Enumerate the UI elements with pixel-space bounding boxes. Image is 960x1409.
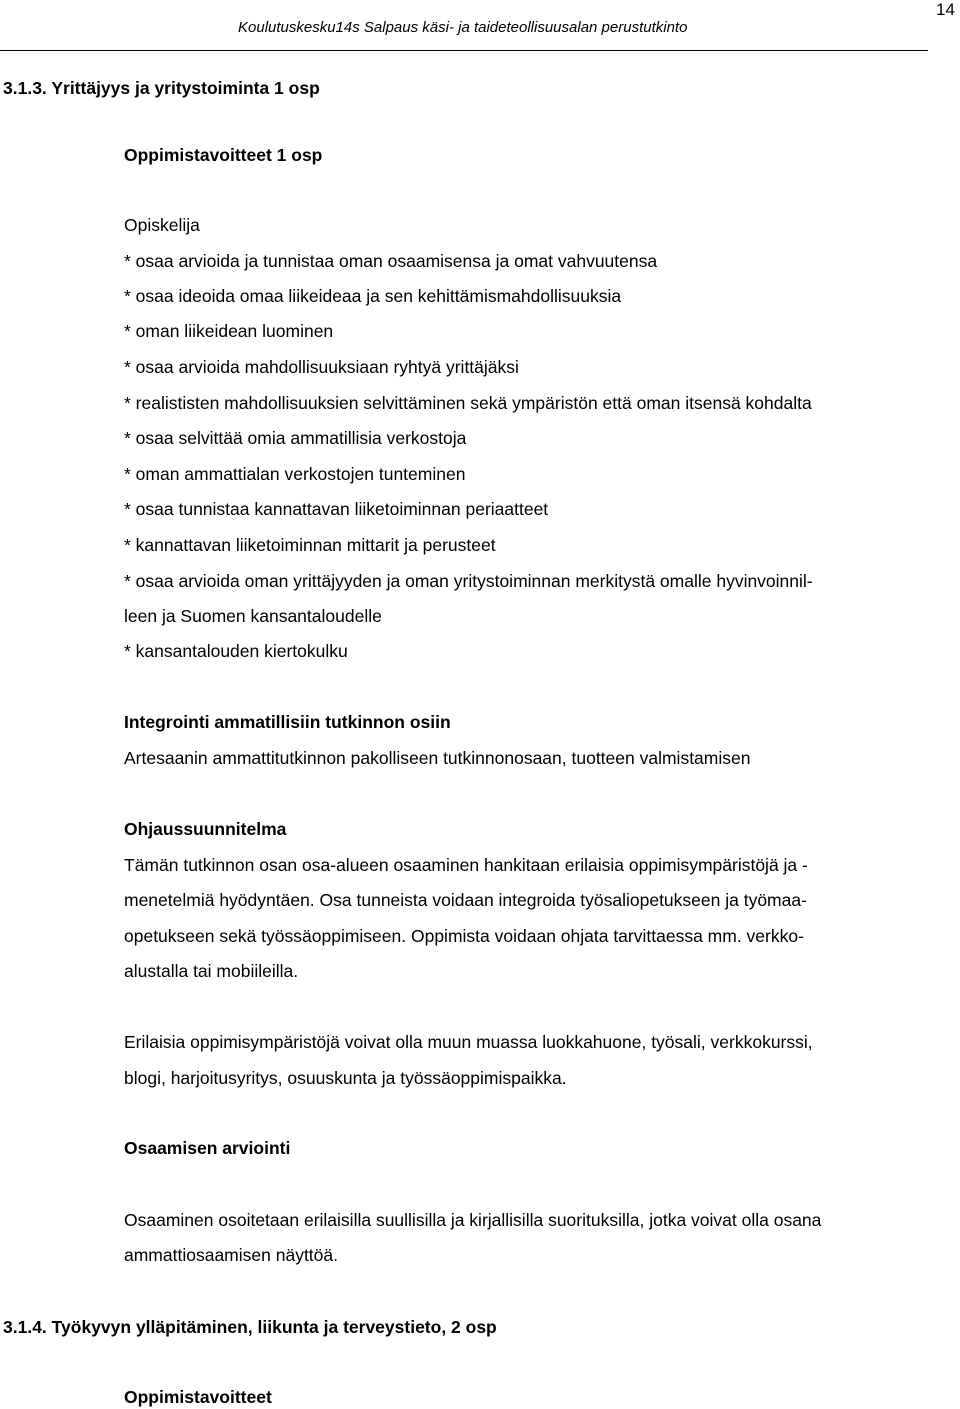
objective-item-continuation: leen ja Suomen kansantaloudelle [124, 606, 382, 626]
objectives-heading-3-1-4: Oppimistavoitteet [124, 1387, 272, 1407]
objective-item: * osaa ideoida omaa liikeideaa ja sen kehittämismahdollisuuksia [124, 286, 622, 306]
objective-item: * realististen mahdollisuuksien selvittäminen sekä ympäristön että oman itsensä kohdalta [124, 393, 812, 413]
objective-item: * osaa tunnistaa kannattavan liiketoiminnan periaatteet [124, 499, 549, 519]
section-title-3-1-3: 3.1.3. Yrittäjyys ja yritystoiminta 1 osp [3, 78, 320, 98]
objective-item: * osaa arvioida mahdollisuuksiaan ryhtyä yrittäjäksi [124, 357, 519, 377]
guidance-line: alustalla tai mobiileilla. [124, 961, 299, 981]
objective-item: * oman liikeidean luominen [124, 321, 334, 341]
objectives-heading: Oppimistavoitteet 1 osp [124, 145, 323, 165]
header-divider [0, 50, 928, 51]
objective-item: * oman ammattialan verkostojen tunteminen [124, 464, 466, 484]
objective-item: * osaa selvittää omia ammatillisia verkostoja [124, 428, 467, 448]
guidance-line: Tämän tutkinnon osan osa-alueen osaaminen hankitaan erilaisia oppimisympäristöjä ja - [124, 855, 808, 875]
page-number: 14 [936, 0, 955, 19]
assessment-line: ammattiosaamisen näyttöä. [124, 1245, 338, 1265]
objectives-intro: Opiskelija [124, 215, 200, 235]
running-header: Koulutuskesku14s Salpaus käsi- ja taideteollisuusalan perustutkinto [238, 19, 688, 36]
integration-heading: Integrointi ammatillisiin tutkinnon osiin [124, 712, 451, 732]
environment-line: blogi, harjoitusyritys, osuuskunta ja työssäoppimispaikka. [124, 1068, 567, 1088]
assessment-line: Osaaminen osoitetaan erilaisilla suullisilla ja kirjallisilla suorituksilla, jotka voivat olla osana [124, 1210, 822, 1230]
guidance-heading: Ohjaussuunnitelma [124, 819, 287, 839]
environment-line: Erilaisia oppimisympäristöjä voivat olla muun muassa luokkahuone, työsali, verkkokurssi, [124, 1032, 813, 1052]
guidance-line: opetukseen sekä työssäoppimiseen. Oppimista voidaan ohjata tarvittaessa mm. verkko- [124, 926, 804, 946]
guidance-line: menetelmiä hyödyntäen. Osa tunneista voidaan integroida työsaliopetukseen ja työmaa- [124, 890, 807, 910]
objective-item: * kannattavan liiketoiminnan mittarit ja perusteet [124, 535, 496, 555]
objective-item: * osaa arvioida ja tunnistaa oman osaamisensa ja omat vahvuutensa [124, 251, 658, 271]
objective-item: * kansantalouden kiertokulku [124, 641, 348, 661]
assessment-heading: Osaamisen arviointi [124, 1138, 291, 1158]
section-title-3-1-4: 3.1.4. Työkyvyn ylläpitäminen, liikunta ja terveystieto, 2 osp [3, 1317, 497, 1337]
integration-text: Artesaanin ammattitutkinnon pakolliseen tutkinnonosaan, tuotteen valmistamisen [124, 748, 751, 768]
objective-item: * osaa arvioida oman yrittäjyyden ja oman yritystoiminnan merkitystä omalle hyvinvoinnil- [124, 571, 813, 591]
